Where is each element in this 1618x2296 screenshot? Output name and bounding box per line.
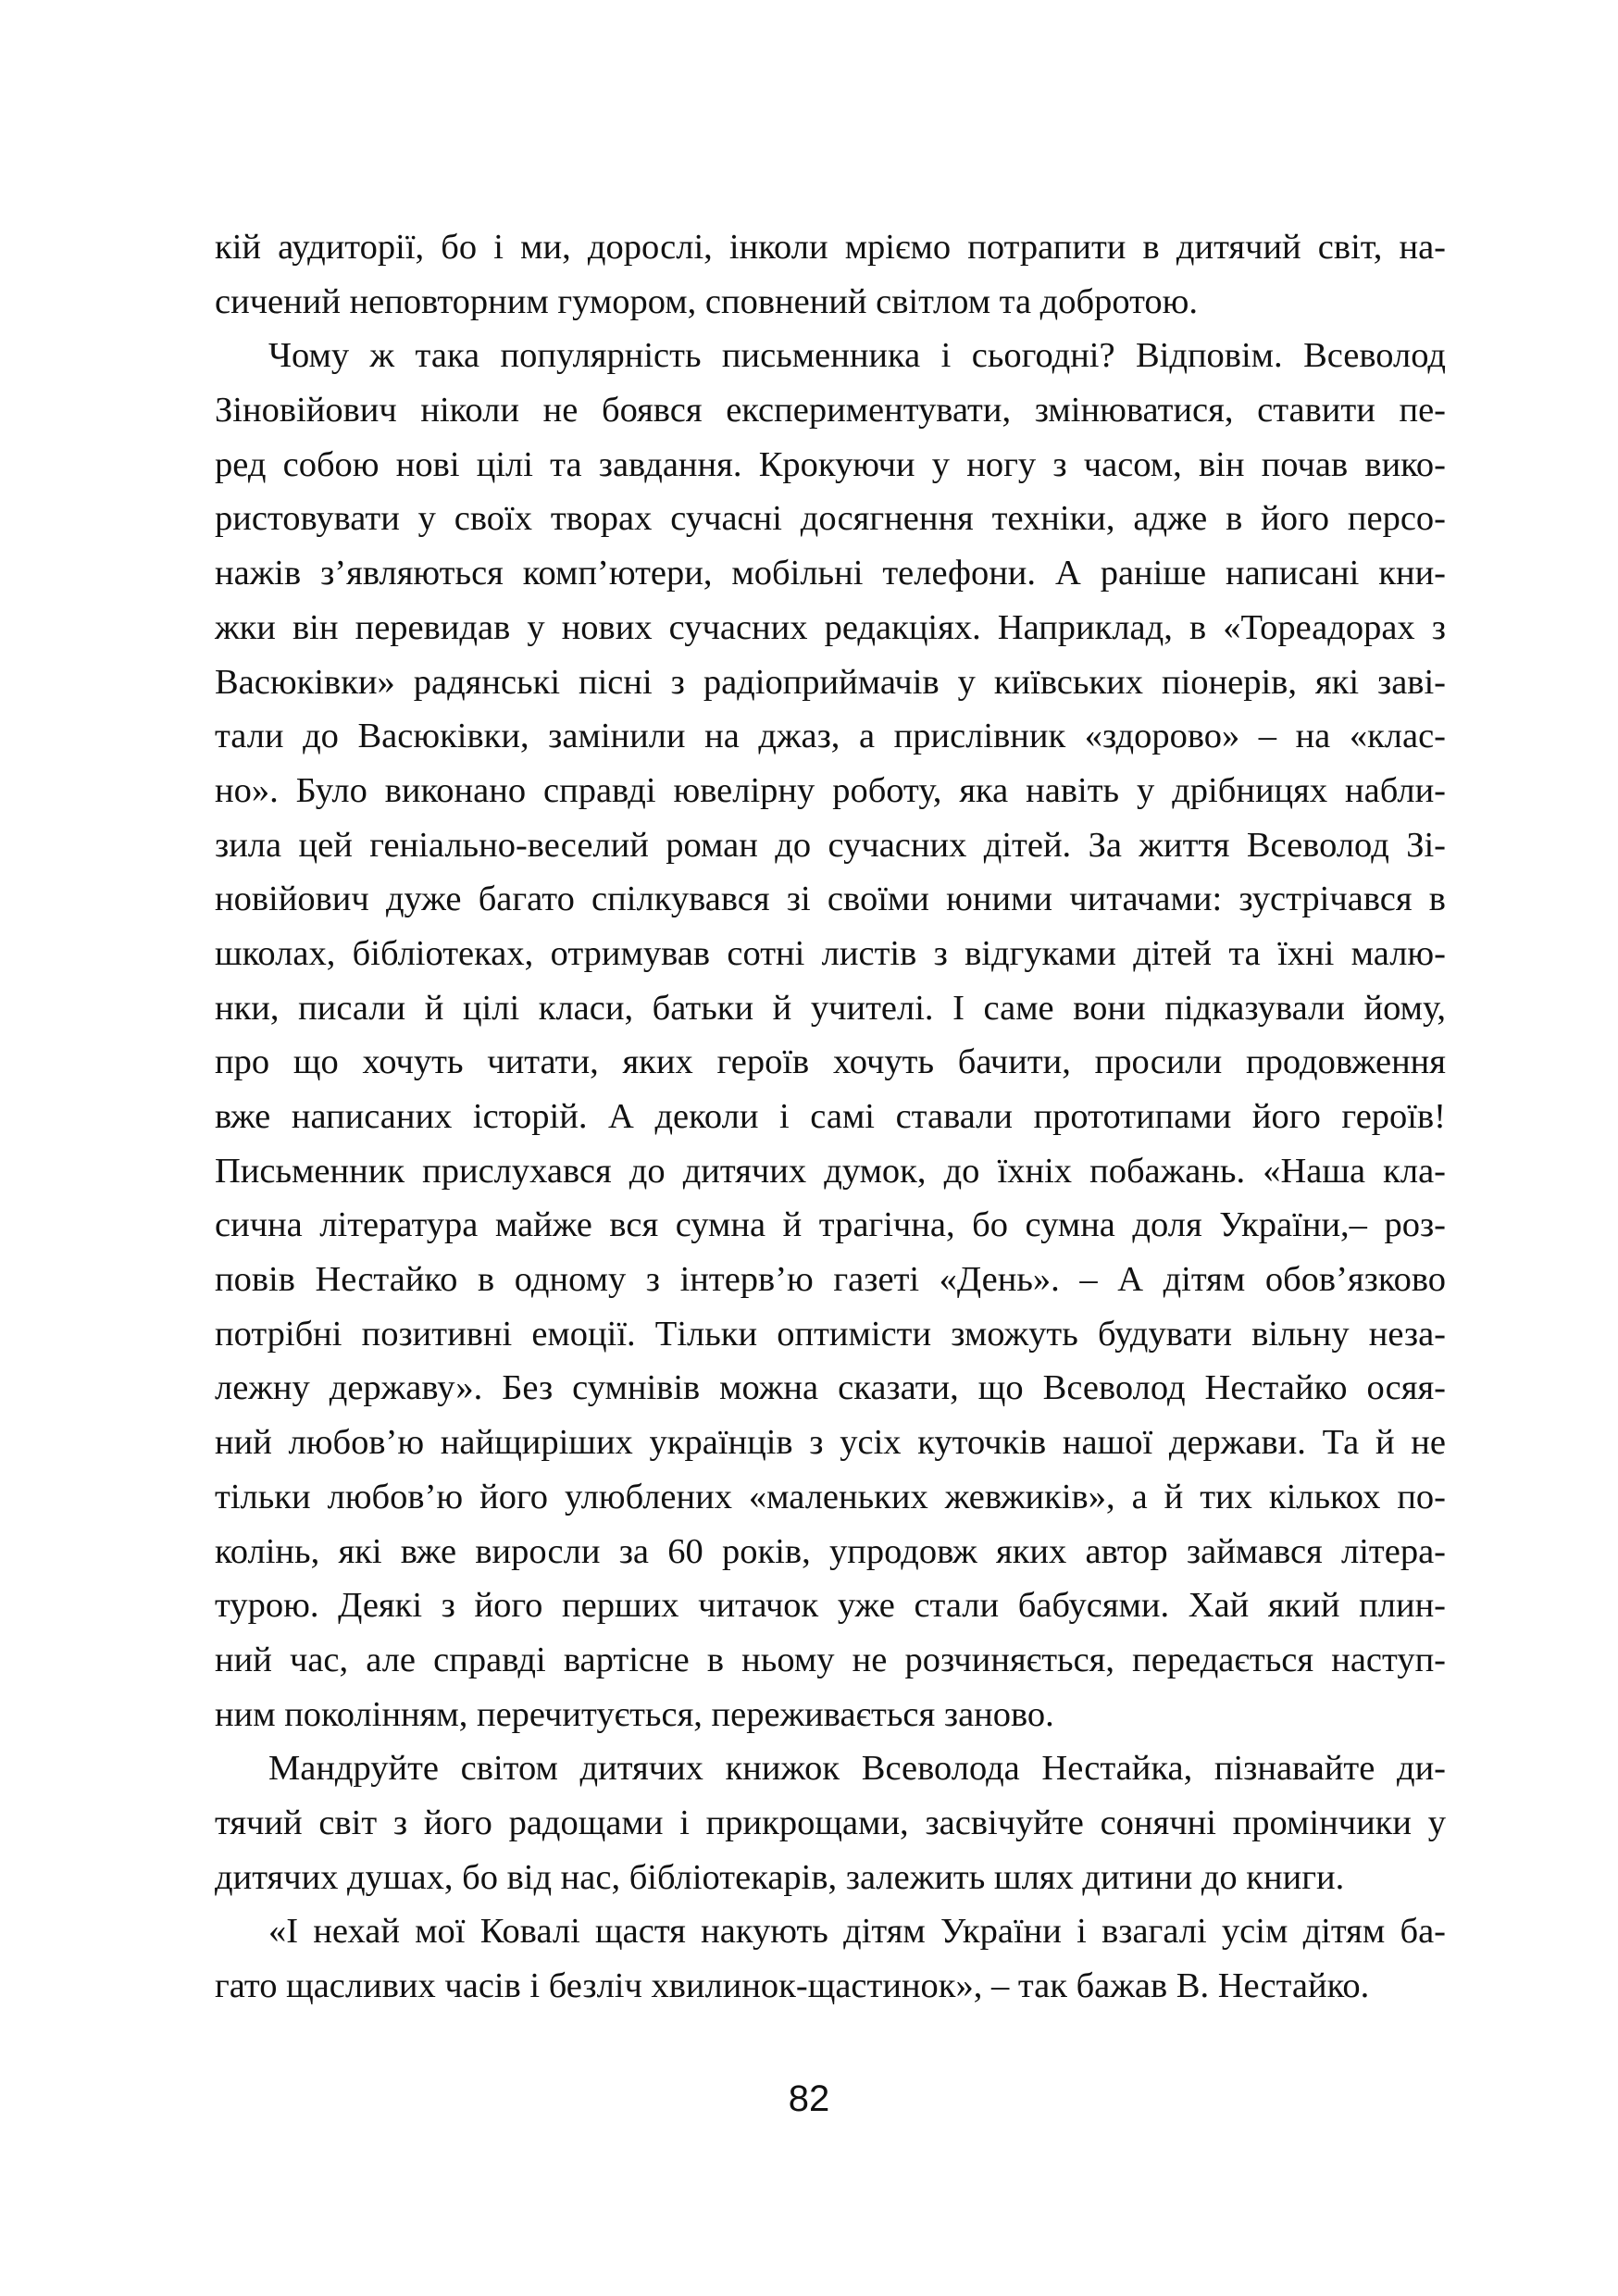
text-line: ристовувати у своїх творах сучасні досягнення техніки, адже в його персо-: [215, 499, 1446, 539]
text-line: нажів з’являються комп’ютери, мобільні телефони. А раніше написані кни-: [215, 554, 1446, 593]
text-line: ний любов’ю найщиріших українців з усіх куточків нашої держави. Та й не: [215, 1423, 1446, 1463]
paragraph: [215, 329, 1446, 1741]
text-line: сичений неповторним гумором, сповнений світлом та добротою.: [215, 281, 1199, 321]
text-line: Васюківки» радянські пісні з радіоприймачів у київських піонерів, які заві-: [215, 662, 1446, 702]
text-line: дитячих душах, бо від нас, бібліотекарів, залежить шлях дитини до книги.: [215, 1857, 1345, 1897]
text-line: Зіновійович ніколи не боявся експериментувати, змінюватися, ставити пе-: [215, 391, 1446, 430]
text-line: повів Нестайко в одному з інтерв’ю газеті «День». – А дітям обов’язково: [215, 1260, 1446, 1300]
paragraph: [215, 1904, 1446, 2013]
text-line: сична література майже вся сумна й трагічна, бо сумна доля України,– роз-: [215, 1205, 1446, 1245]
text-line: ним поколінням, перечитується, переживається заново.: [215, 1694, 1054, 1734]
text-line: зила цей геніально-веселий роман до сучасних дітей. За життя Всеволод Зі-: [215, 825, 1446, 865]
page-number: 82: [788, 2078, 830, 2119]
paragraph: [215, 220, 1446, 329]
text-line: лежну державу». Без сумнівів можна сказати, що Всеволод Нестайко осяя-: [215, 1368, 1446, 1408]
text-line: ний час, але справді вартісне в ньому не розчиняється, передається наступ-: [215, 1640, 1446, 1679]
text-line: Письменник прислухався до дитячих думок, до їхніх побажань. «Наша кла-: [215, 1151, 1446, 1191]
text-line: ред собою нові цілі та завдання. Крокуючи у ногу з часом, він почав вико-: [215, 444, 1446, 484]
text-line: новійович дуже багато спілкувався зі своїми юними читачами: зустрічався в: [215, 880, 1446, 919]
text-line: тали до Васюківки, замінили на джаз, а прислівник «здорово» – на «клас-: [215, 717, 1446, 756]
body-text: [215, 220, 1446, 2014]
text-line: жки він перевидав у нових сучасних редакціях. Наприклад, в «Тореадорах з: [215, 607, 1446, 647]
text-line: Чому ж така популярність письменника і сьогодні? Відповім. Всеволод: [268, 336, 1446, 376]
text-line: кій аудиторії, бо і ми, дорослі, інколи мріємо потрапити в дитячий світ, на-: [215, 228, 1446, 267]
text-line: «І нехай мої Ковалі щастя накують дітям України і взагалі усім дітям ба-: [268, 1912, 1446, 1952]
text-line: колінь, які вже виросли за 60 років, упродовж яких автор займався літера-: [215, 1531, 1446, 1571]
text-line: тячий світ з його радощами і прикрощами, засвічуйте сонячні промінчики у: [215, 1803, 1446, 1842]
text-line: школах, бібліотеках, отримував сотні листів з відгуками дітей та їхні малю-: [215, 933, 1446, 973]
text-line: потрібні позитивні емоції. Тільки оптимісти зможуть будувати вільну неза-: [215, 1314, 1446, 1354]
text-line: нки, писали й цілі класи, батьки й учителі. І саме вони підказували йому,: [215, 988, 1446, 1028]
text-line: вже написаних історій. А деколи і самі ставали прототипами його героїв!: [215, 1097, 1446, 1136]
paragraph: [215, 1741, 1446, 1904]
text-line: но». Було виконано справді ювелірну роботу, яка навіть у дрібницях набли-: [215, 770, 1446, 810]
text-line: про що хочуть читати, яких героїв хочуть бачити, просили продовження: [215, 1042, 1446, 1082]
text-line: гато щасливих часів і безліч хвилинок-щастинок», – так бажав В. Нестайко.: [215, 1966, 1370, 2005]
text-line: тільки любов’ю його улюблених «маленьких жевжиків», а й тих кількох по-: [215, 1477, 1446, 1516]
text-line: Мандруйте світом дитячих книжок Всеволода Нестайка, пізнавайте ди-: [268, 1749, 1446, 1789]
text-line: турою. Деякі з його перших читачок уже стали бабусями. Хай який плин-: [215, 1586, 1446, 1626]
